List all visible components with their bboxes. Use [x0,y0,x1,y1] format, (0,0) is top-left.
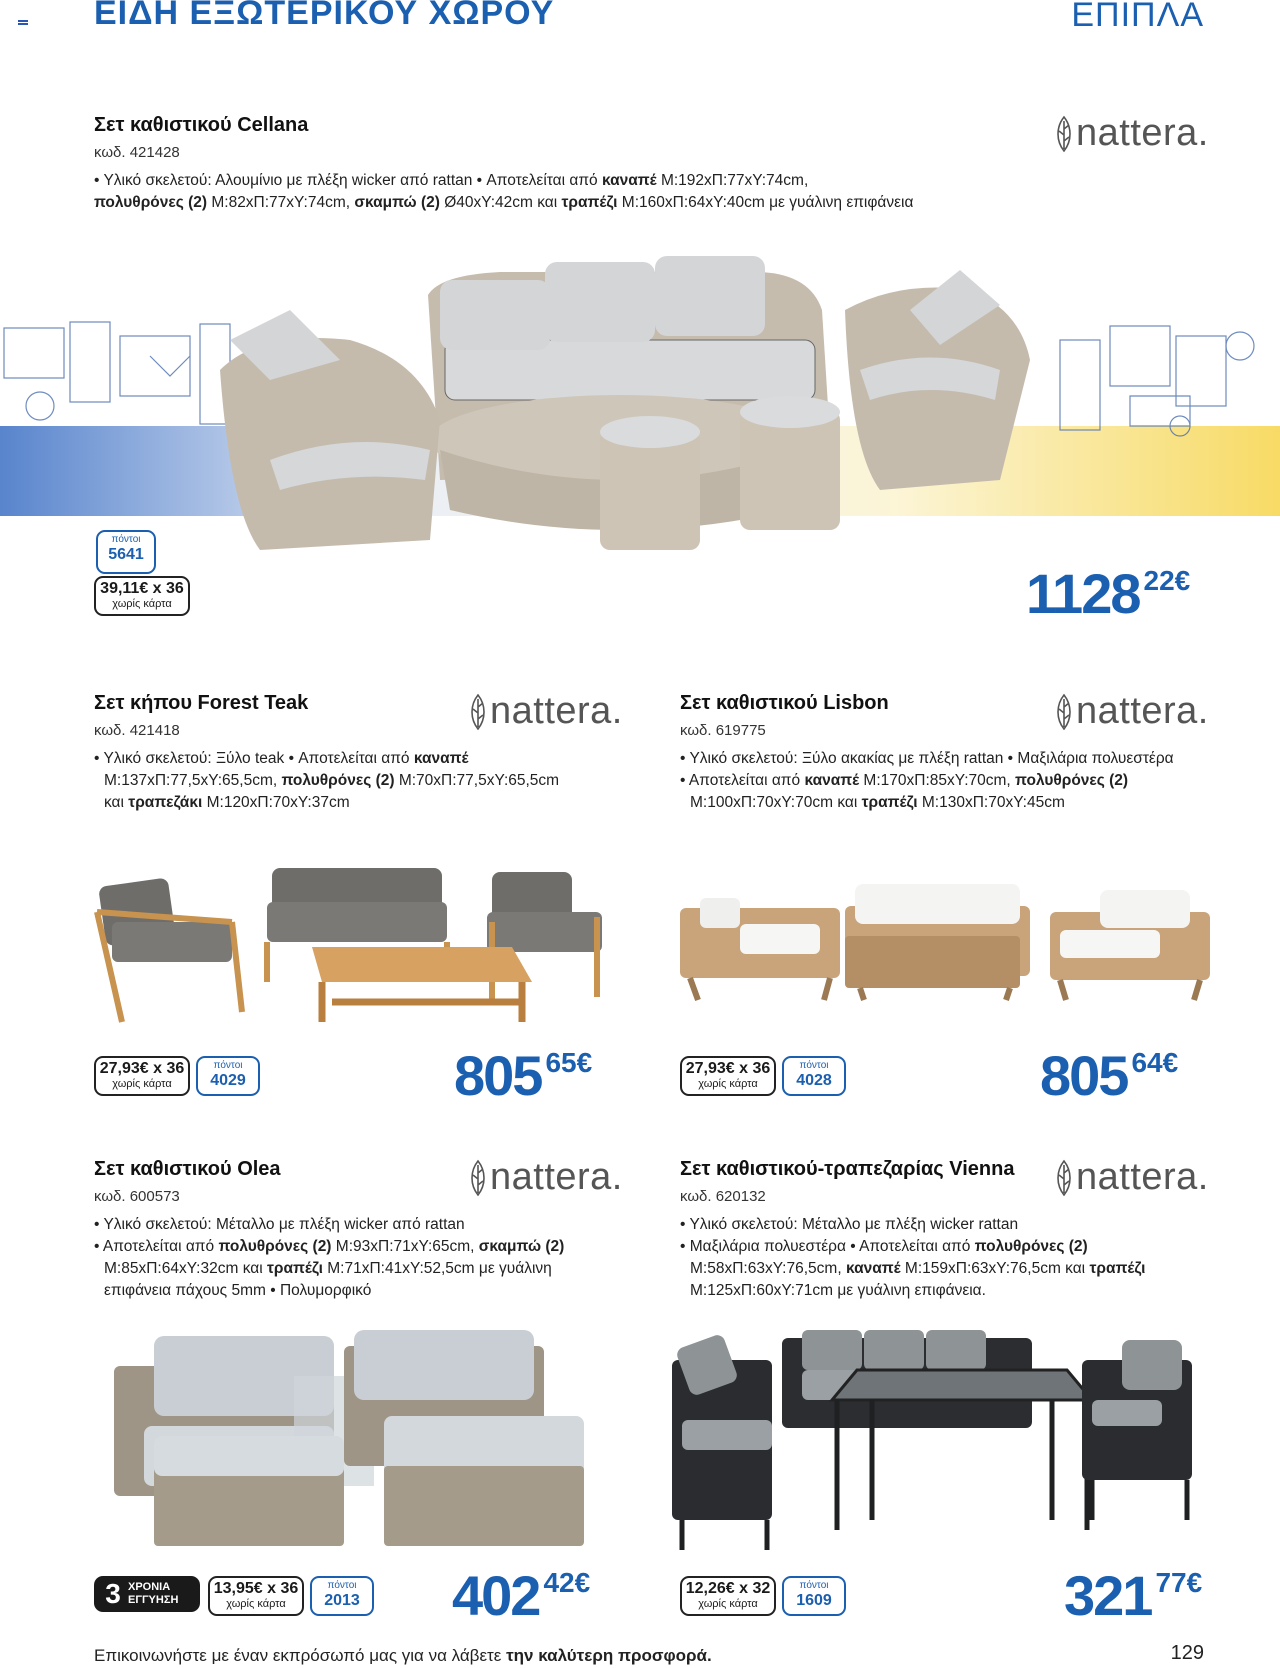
product-desc-lisbon: • Υλικό σκελετού: Ξύλο ακακίας με πλέξη rattan • Μαξιλάρια πολυεστέρα • Αποτελείται από καναπέ Μ:170xΠ:85xΥ:70cm, πολυθρόνες (2) Μ:100xΠ:70xΥ:70cm και τραπέζι Μ:130xΠ:70xΥ:45cm [680,750,1174,811]
leaf-icon [468,693,488,731]
price-vienna: 321 77€ [1064,1564,1203,1627]
leaf-icon [468,1159,488,1197]
product-code-vienna: κωδ. 620132 [680,1188,766,1205]
points-badge-cellana: πόντοι 5641 [96,530,156,574]
product-title-cellana: Σετ καθιστικού Cellana [94,114,309,136]
installment-badge-forest: 27,93€ x 36 χωρίς κάρτα [94,1056,190,1096]
product-image-forest [92,862,612,1032]
leaf-icon [1054,115,1074,153]
flag-icon [18,20,28,28]
leaf-icon [1054,1159,1074,1197]
price-olea: 402 42€ [452,1564,591,1627]
product-desc-olea: • Υλικό σκελετού: Μέταλλο με πλέξη wicker από rattan • Αποτελείται από πολυθρόνες (2) Μ:93xΠ:71xΥ:65cm, σκαμπώ (2) Μ:85xΠ:64xΥ:32cm και τραπέζι Μ:71xΠ:41xΥ:52,5cm με γυάλινη επιφάνεια πάχους 5mm • Πολυμορφικό [94,1216,565,1299]
points-badge-forest: πόντοι 4029 [196,1056,260,1096]
product-image-olea [114,1326,594,1556]
product-title-forest: Σετ κήπου Forest Teak [94,692,309,714]
brand-logo-nattera: nattera. [468,690,623,733]
product-desc-cellana: • Υλικό σκελετού: Αλουμίνιο με πλέξη wicker από rattan • Αποτελείται από καναπέ Μ:192xΠ:77xΥ:74cm, πολυθρόνες (2) Μ:82xΠ:77xΥ:74cm, σκαμπώ (2) Ø40xΥ:42cm και τραπέζι Μ:160xΠ:64xΥ:40cm με γυάλινη επιφάνεια [94,172,914,211]
product-image-lisbon [680,876,1210,1006]
product-title-lisbon: Σετ καθιστικού Lisbon [680,692,889,714]
footer-cta: Επικοινωνήστε με έναν εκπρόσωπό μας για να λάβετε την καλύτερη προσφορά. [94,1646,712,1665]
brand-logo-nattera: nattera. [1054,690,1209,733]
warranty-badge: 3 ΧΡΟΝΙΑ ΕΓΓΥΗΣΗ [94,1576,200,1612]
product-title-vienna: Σετ καθιστικού-τραπεζαρίας Vienna [680,1158,1015,1180]
points-badge-vienna: πόντοι 1609 [782,1576,846,1616]
product-code-olea: κωδ. 600573 [94,1188,180,1205]
brand-logo-nattera: nattera. [1054,112,1209,155]
brand-logo-nattera: nattera. [1054,1156,1209,1199]
installment-badge-olea: 13,95€ x 36 χωρίς κάρτα [208,1576,304,1616]
price-forest: 805 65€ [454,1044,593,1107]
product-image-vienna [672,1330,1212,1560]
product-code-lisbon: κωδ. 619775 [680,722,766,739]
product-desc-forest: • Υλικό σκελετού: Ξύλο teak • Αποτελείται από καναπέ Μ:137xΠ:77,5xΥ:65,5cm, πολυθρόνες (2) Μ:70xΠ:77,5xΥ:65,5cm και τραπεζάκι Μ:120xΠ:70xΥ:37cm [94,750,560,811]
leaf-icon [1054,693,1074,731]
installment-badge-cellana: 39,11€ x 36 χωρίς κάρτα [94,576,190,616]
product-code-forest: κωδ. 421418 [94,722,180,739]
section-title: ΕΙΔΗ ΕΞΩΤΕΡΙΚΟΥ ΧΩΡΟΥ [94,0,555,32]
points-badge-lisbon: πόντοι 4028 [782,1056,846,1096]
product-title-olea: Σετ καθιστικού Olea [94,1158,281,1180]
points-badge-olea: πόντοι 2013 [310,1576,374,1616]
product-desc-vienna: • Υλικό σκελετού: Μέταλλο με πλέξη wicker rattan • Μαξιλάρια πολυεστέρα • Αποτελείται από πολυθρόνες (2) Μ:58xΠ:63xΥ:76,5cm, καναπέ Μ:159xΠ:63xΥ:76,5cm και τραπέζι Μ:125xΠ:60xΥ:71cm με γυάλινη επιφάνεια. [680,1216,1146,1299]
price-cellana: 1128 22€ [1026,562,1191,625]
product-code-cellana: κωδ. 421428 [94,144,180,161]
price-lisbon: 805 64€ [1040,1044,1179,1107]
category-title: ΕΠΙΠΛΑ [1071,0,1204,34]
product-image-cellana [200,250,1090,590]
installment-badge-vienna: 12,26€ x 32 χωρίς κάρτα [680,1576,776,1616]
page-number: 129 [1170,1642,1204,1664]
installment-badge-lisbon: 27,93€ x 36 χωρίς κάρτα [680,1056,776,1096]
brand-logo-nattera: nattera. [468,1156,623,1199]
